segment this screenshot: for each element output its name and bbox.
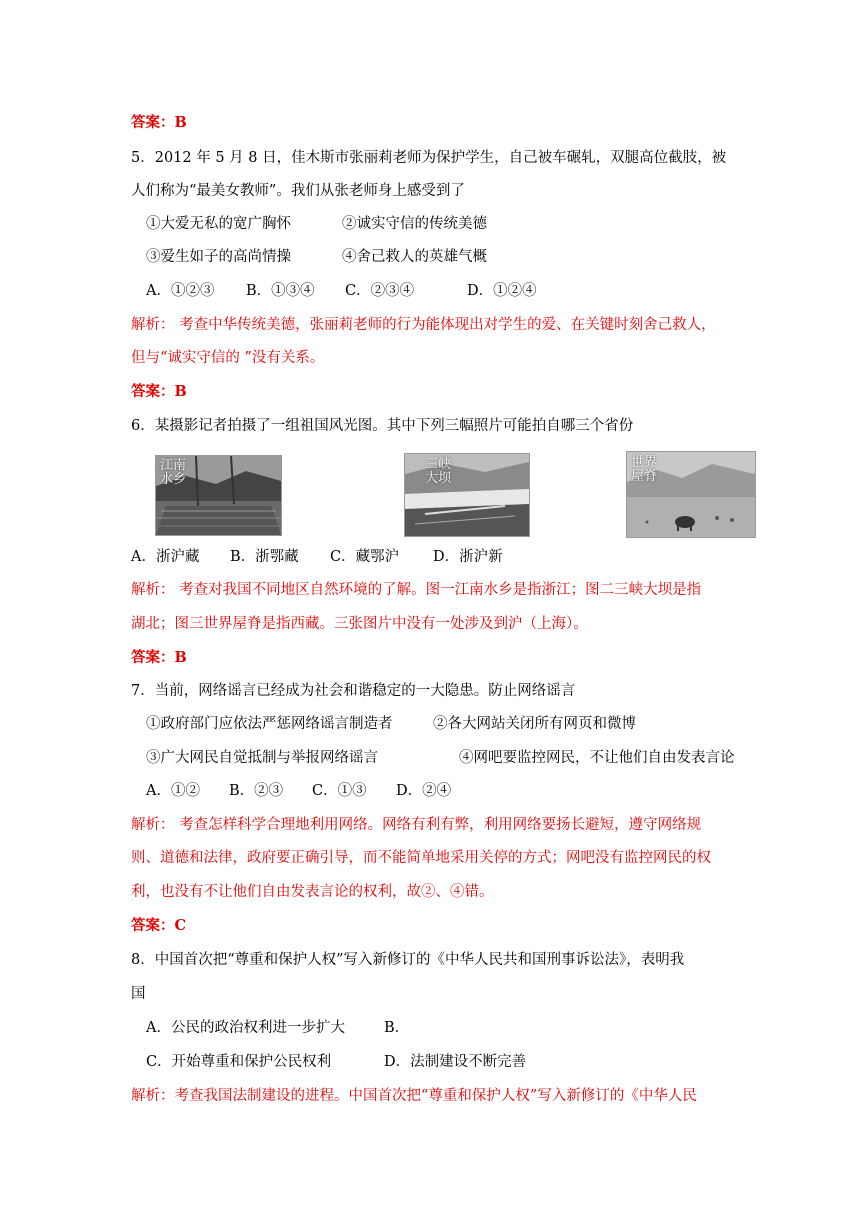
q6-answer: 答案：B	[131, 649, 187, 666]
q7-item-4: ④网吧要监控网民，不让他们自由发表言论	[459, 750, 735, 766]
q5-analysis-line1: 解析： 考查中华传统美德，张丽莉老师的行为能体现出对学生的爱、在关键时刻舍己救人，	[131, 317, 716, 333]
photo-three-gorges-dam	[404, 453, 530, 537]
q7-answer: 答案：C	[131, 917, 187, 934]
q8-option-a: A．公民的政治权利进一步扩大	[146, 1020, 345, 1036]
q5-stem-line1: 5．2012 年 5 月 8 日，佳木斯市张丽莉老师为保护学生，自己被车碾轧，双腿高位截肢，被	[131, 150, 727, 166]
q7-option-a: A．①②	[146, 783, 200, 799]
q7-option-c: C．①③	[312, 783, 367, 799]
q5-option-a: A．①②③	[146, 283, 215, 299]
q7-analysis-line2: 则、道德和法律，政府要正确引导，而不能简单地采用关停的方式；网吧没有监控网民的权	[131, 850, 711, 866]
q7-stem: 7．当前，网络谣言已经成为社会和谐稳定的一大隐患。防止网络谣言	[131, 683, 576, 699]
q5-option-b: B．①③④	[246, 283, 315, 299]
q8-analysis-line1: 解析：考查我国法制建设的进程。中国首次把“尊重和保护人权”写入新修订的《中华人民	[131, 1088, 697, 1104]
photo1-caption: 江南水乡	[160, 458, 187, 487]
q5-analysis-line2: 但与“诚实守信的 ”没有关系。	[131, 350, 325, 366]
q8-option-d: D．法制建设不断完善	[384, 1054, 527, 1070]
q8-stem-line2: 国	[131, 986, 146, 1002]
q7-analysis-line1: 解析： 考查怎样科学合理地利用网络。网络有利有弊，利用网络要扬长避短，遵守网络规	[131, 817, 702, 833]
q5-option-c: C．②③④	[345, 283, 415, 299]
q5-option-d: D．①②④	[467, 283, 537, 299]
q7-option-b: B．②③	[229, 783, 284, 799]
q8-option-c: C．开始尊重和保护公民权利	[146, 1054, 332, 1070]
q6-analysis-line2: 湖北；图三世界屋脊是指西藏。三张图片中没有一处涉及到沪（上海）。	[131, 616, 588, 632]
q7-option-d: D．②④	[396, 783, 452, 799]
q6-option-c: C．藏鄂沪	[330, 549, 400, 565]
q7-analysis-line3: 利，也没有不让他们自由发表言论的权利，故②、④错。	[131, 884, 494, 900]
q5-answer: 答案：B	[131, 383, 187, 400]
q5-stem-line2: 人们称为“最美女教师”。我们从张老师身上感受到了	[131, 183, 465, 199]
q6-option-a: A．浙沪藏	[131, 549, 200, 565]
q5-item-1: ①大爱无私的宽广胸怀	[146, 216, 291, 232]
q6-option-b: B．浙鄂藏	[230, 549, 299, 565]
photo2-caption: 三峡大坝	[425, 457, 452, 486]
q8-option-b: B．	[384, 1020, 410, 1036]
q4-answer: 答案：B	[131, 114, 187, 131]
photo-water-town	[155, 455, 282, 536]
dam-scene	[405, 454, 529, 536]
q7-item-1: ①政府部门应依法严惩网络谣言制造者	[146, 716, 393, 732]
photo-roof-of-the-world	[626, 451, 756, 538]
q8-stem-line1: 8．中国首次把“尊重和保护人权”写入新修订的《中华人民共和国刑事诉讼法》，表明我	[131, 952, 685, 968]
q5-item-3: ③爱生如子的高尚情操	[146, 249, 291, 265]
q7-item-3: ③广大网民自觉抵制与举报网络谣言	[146, 750, 378, 766]
q6-option-d: D．浙沪新	[433, 549, 503, 565]
q5-item-4: ④舍己救人的英雄气概	[342, 249, 487, 265]
q6-analysis-line1: 解析： 考查对我国不同地区自然环境的了解。图一江南水乡是指浙江；图二三峡大坝是指	[131, 582, 702, 598]
q5-item-2: ②诚实守信的传统美德	[342, 216, 487, 232]
q7-item-2: ②各大网站关闭所有网页和微博	[433, 716, 636, 732]
photo3-caption: 世界屋脊	[631, 455, 658, 484]
q6-stem: 6．某摄影记者拍摄了一组祖国风光图。其中下列三幅照片可能拍自哪三个省份	[131, 418, 634, 434]
